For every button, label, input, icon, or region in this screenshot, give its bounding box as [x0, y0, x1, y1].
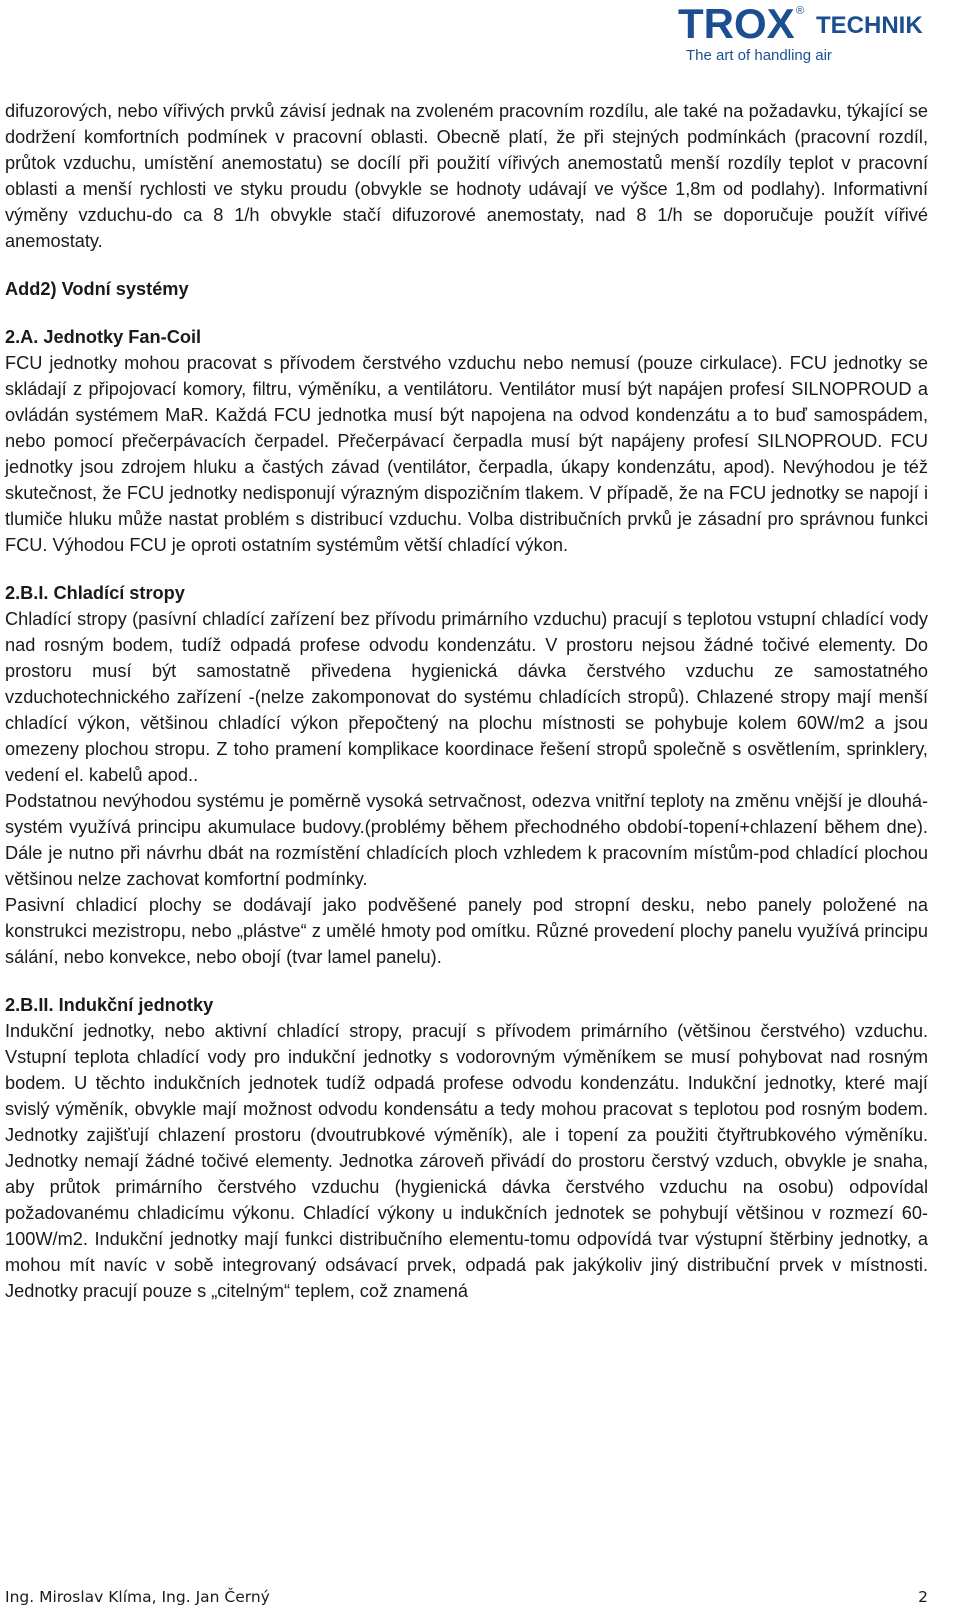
page-number: 2	[918, 1588, 928, 1606]
heading-add2: Add2) Vodní systémy	[5, 279, 189, 299]
registered-mark-icon: ®	[796, 5, 805, 17]
heading-2bii: 2.B.II. Indukční jednotky	[5, 995, 214, 1015]
footer-authors: Ing. Miroslav Klíma, Ing. Jan Černý	[5, 1588, 270, 1606]
trox-technik-logo	[670, 0, 960, 70]
logo-brand-text: TROX	[678, 0, 795, 47]
paragraph-fan-coil: FCU jednotky mohou pracovat s přívodem čerstvého vzduchu nebo nemusí (pouze cirkulace). FCU jednotky se skládají z připojovací komory, filtru, výměníku, a ventilátoru. Ventilátor musí být napájen profesí SILNOPROUD a ovládán systémem MaR. Každá FCU jednotka musí být napojena na odvod kondenzátu a to buď samospádem, nebo pomocí přečerpávacích čerpadel. Přečerpávací čerpadla musí být napájeny profesí SILNOPROUD. FCU jednotky jsou zdrojem hluku a častých závad (ventilátor, čerpadla, úkapy kondenzátu, apod). Nevýhodou je též skutečnost, že FCU jednotky nedisponují výrazným dispozičním tlakem. V případě, že na FCU jednotky se napojí i tlumiče hluku může nastat problém s distribucí vzduchu. Volba distribučních prvků je zásadní pro správnou funkci FCU. Výhodou FCU je oproti ostatním systémům větší chladící výkon.	[5, 353, 928, 555]
heading-2bi: 2.B.I. Chladící stropy	[5, 583, 185, 603]
heading-2a: 2.A. Jednotky Fan-Coil	[5, 327, 202, 347]
logo-tagline: The art of handling air	[686, 47, 832, 64]
paragraph-induction-units: Indukční jednotky, nebo aktivní chladící stropy, pracují s přívodem primárního (většinou čerstvého) vzduchu. Vstupní teplota chladící vody pro indukční jednotky s vodorovným výměníkem se musí pohybovat nad rosným bodem. U těchto indukčních jednotek tudíž odpadá profese odvodu kondenzátu. Indukční jednotky, které mají svislý výměník, obvykle mají možnost odvodu kondensátu a tedy mohou pracovat s teplotou pod rosným bodem. Jednotky zajišťují chlazení prostoru (dvoutrubkové výměník), ale i topení za použiti čtyřtrubkového výměníku. Jednotky nemají žádné točivé elementy. Jednotka zároveň přivádí do prostoru čerstvý vzduch, obvykle je snaha, aby průtok primárního čerstvého vzduchu (hygienická dávka čerstvého vzduchu na osobu) odpovídal požadovanému chladicímu výkonu. Chladící výkony u indukčních jednotek se pohybují většinou v rozmezí 60-100W/m2. Indukční jednotky mají funkci distribučního elementu-tomu odpovídá tvar výstupní štěrbiny jednotky, a mohou mít navíc v sobě integrovaný odsávací prvek, odpadá pak jakýkoliv jiný distribuční prvek v místnosti. Jednotky pracují pouze s „citelným“ teplem, což znamená	[5, 1021, 928, 1301]
paragraph-cooling-ceilings-3: Pasivní chladicí plochy se dodávají jako podvěšené panely pod stropní desku, nebo panely položené na konstrukci mezistropu, nebo „plástve“ z umělé hmoty pod omítku. Různé provedení plochy panelu využívá principu sálání, nebo konvekce, nebo obojí (tvar lamel panelu).	[5, 895, 928, 967]
paragraph-cooling-ceilings-2: Podstatnou nevýhodou systému je poměrně vysoká setrvačnost, odezva vnitřní teploty na změnu vnější je dlouhá-systém využívá principu akumulace budovy.(problémy během přechodného období-topení+chlazení během dne). Dále je nutno při návrhu dbát na rozmístění chladících ploch vzhledem k pracovním místům-pod chladící plochou většinou nelze zachovat komfortní podmínky.	[5, 791, 928, 889]
document-body	[5, 98, 928, 1304]
logo-suffix-text: TECHNIK	[816, 12, 923, 39]
paragraph-cooling-ceilings-1: Chladící stropy (pasívní chladící zařízení bez přívodu primárního vzduchu) pracují s teplotou vstupní chladící vody nad rosným bodem, tudíž odpadá profese odvodu kondenzátu. V prostoru nejsou žádné točivé elementy. Do prostoru musí být samostatně přivedena hygienická dávka čerstvého vzduchu ze samostatného vzduchotechnického zařízení -(nelze zakomponovat do systému chladících stropů). Chlazené stropy mají menší chladící výkon, většinou chladící výkon přepočtený na plochu místnosti se pohybuje kolem 60W/m2 a jsou omezeny plochou stropu. Z toho pramení komplikace koordinace řešení stropů společně s osvětlením, sprinklery, vedení el. kabelů apod..	[5, 609, 928, 785]
paragraph-intro: difuzorových, nebo vířivých prvků závisí jednak na zvoleném pracovním rozdílu, ale také na požadavku, týkající se dodržení komfortních podmínek v pracovní oblasti. Obecně platí, že při stejných podmínkách (pracovní rozdíl, průtok vzduchu, umístění anemostatu) se docílí při použití vířivých anemostatů menší rozdíly teplot v pracovní oblasti a menší rychlosti ve styku proudu (obvykle se hodnoty udávají ve výšce 1,8m od podlahy). Informativní výměny vzduchu-do ca 8 1/h obvykle stačí difuzorové anemostaty, nad 8 1/h se doporučuje použít vířivé anemostaty.	[5, 101, 928, 251]
